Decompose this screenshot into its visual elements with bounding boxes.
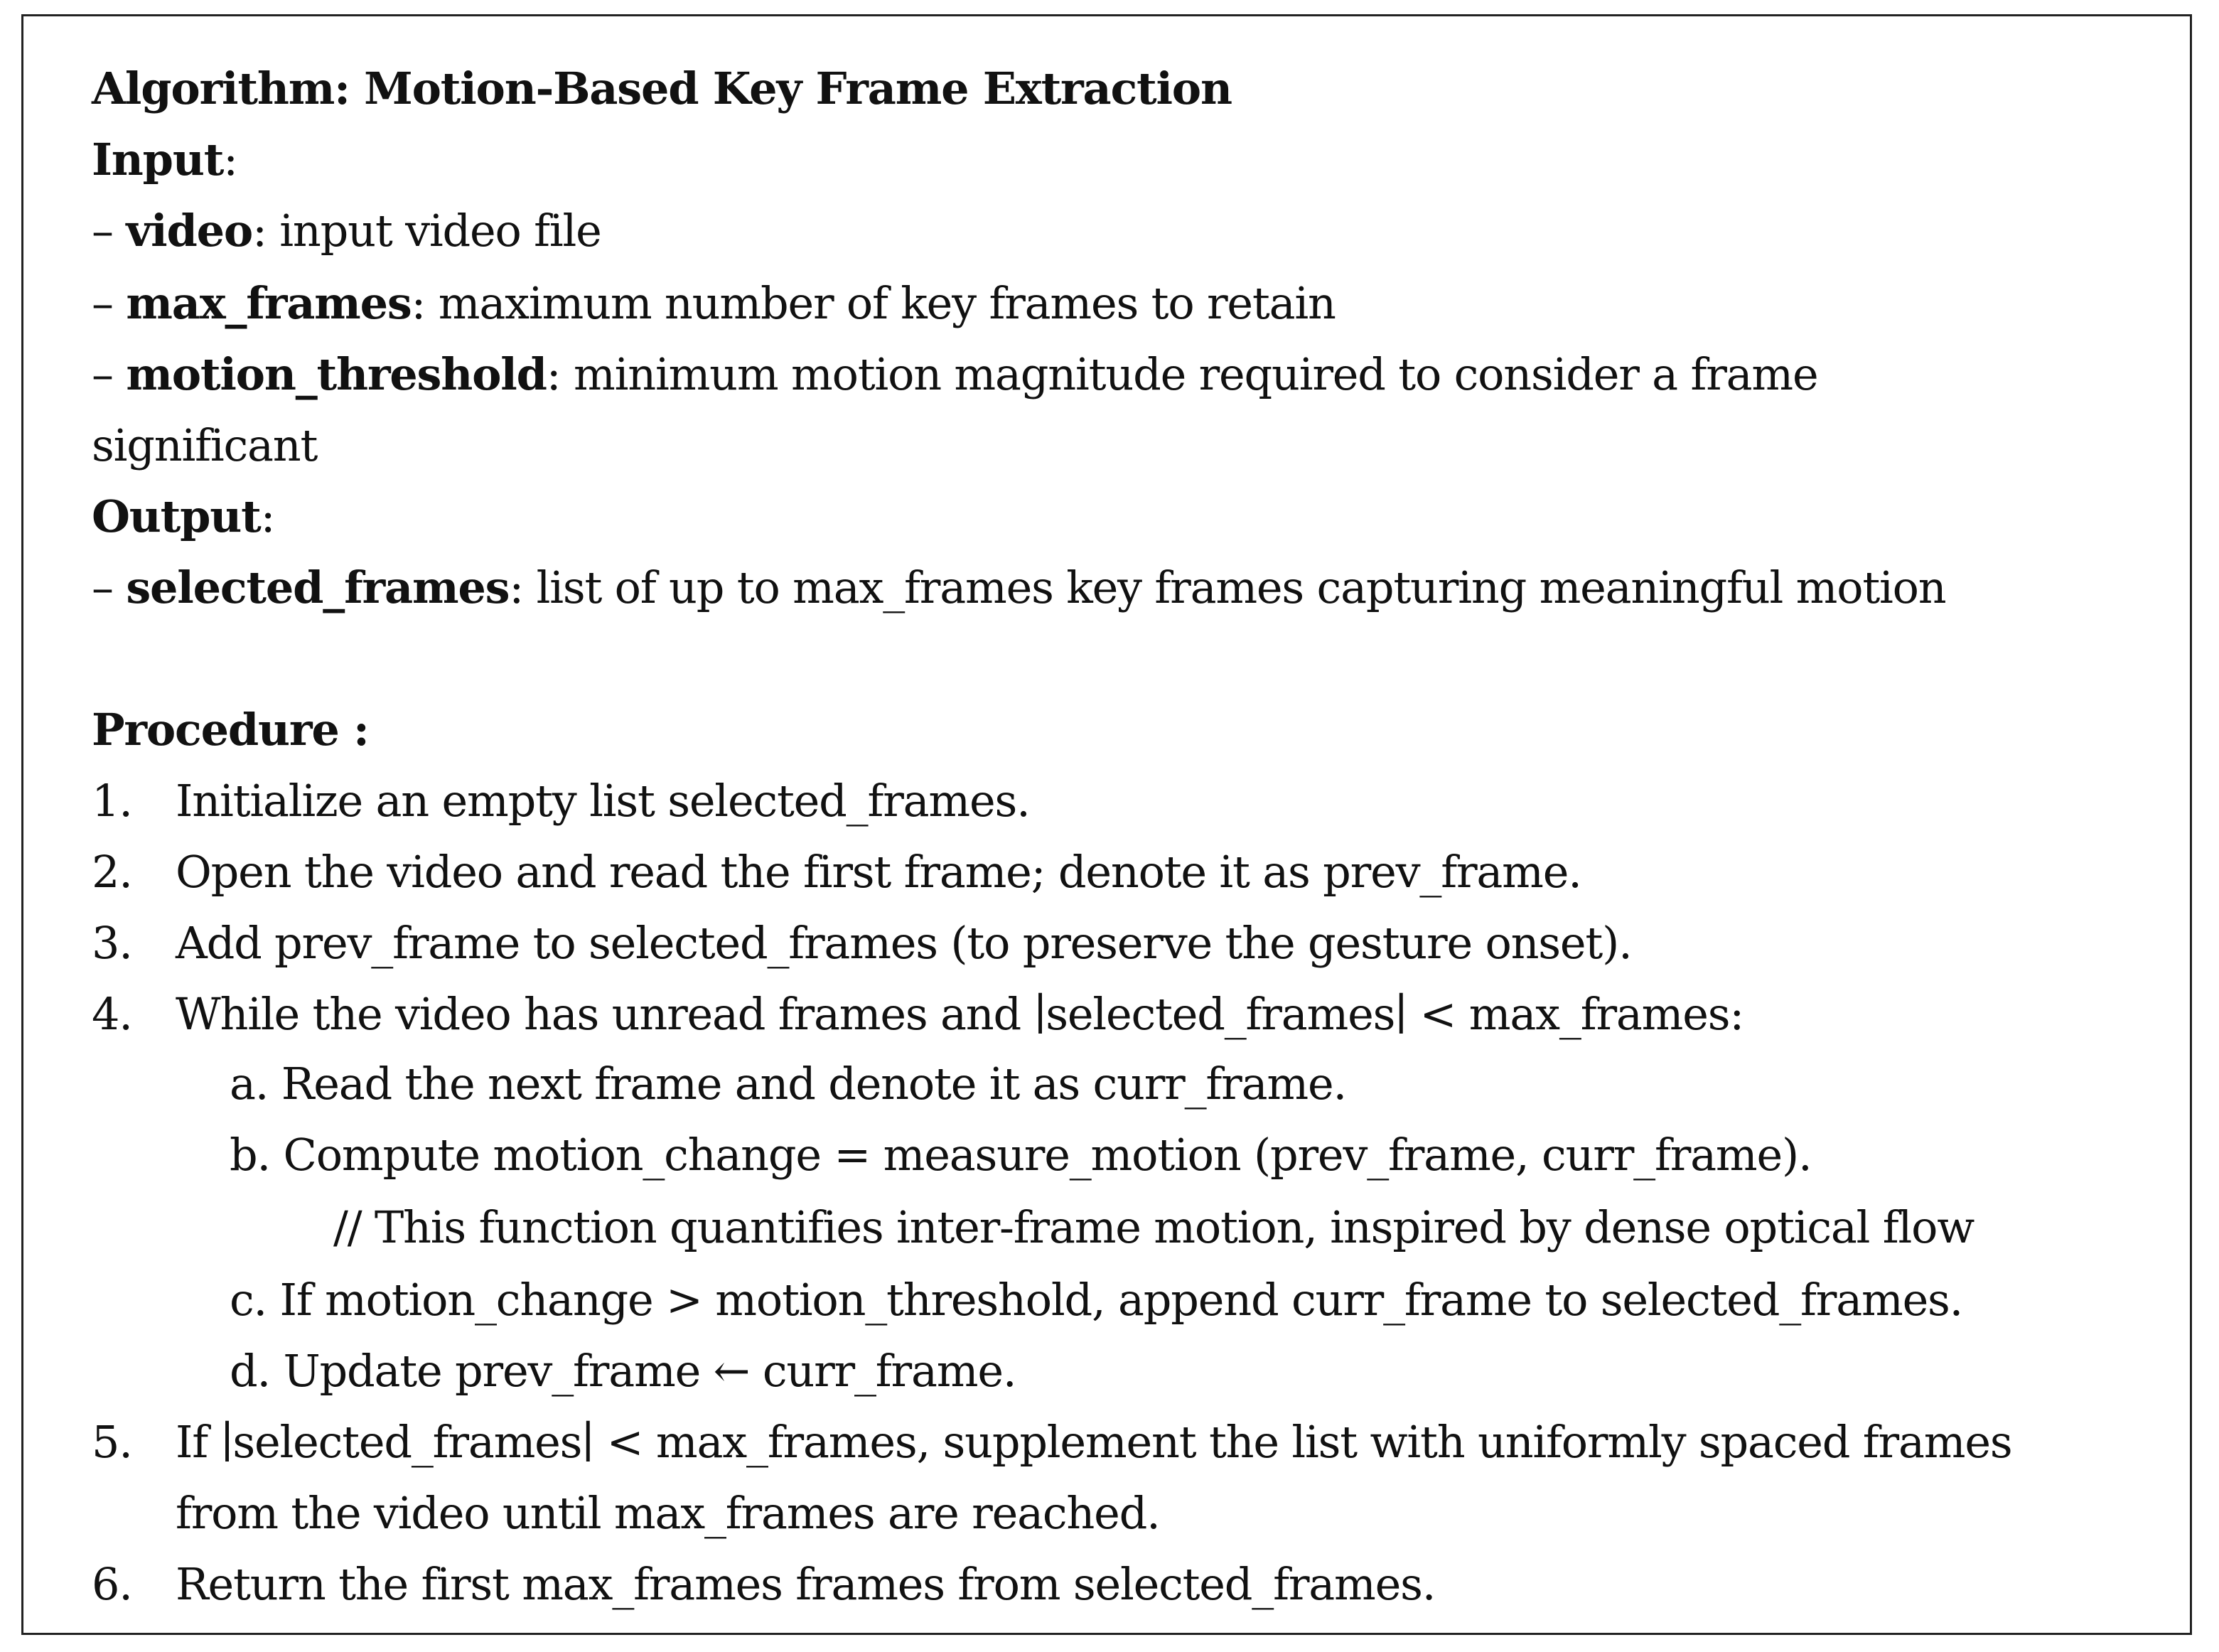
input-param-video: – video: input video file	[92, 205, 601, 257]
algorithm-title: Algorithm: Motion-Based Key Frame Extraction	[92, 63, 1232, 114]
procedure-step: 3. Add prev_frame to selected_frames (to preserve the gesture onset).	[92, 917, 1632, 969]
procedure-substep: d. Update prev_frame ← curr_frame.	[230, 1345, 1016, 1397]
output-param-selected-frames: – selected_frames: list of up to max_frames key frames capturing meaningful motion	[92, 562, 1946, 613]
procedure-step: 2. Open the video and read the first frame; denote it as prev_frame.	[92, 846, 1581, 898]
procedure-substep: a. Read the next frame and denote it as curr_frame.	[230, 1058, 1346, 1110]
procedure-step: 6. Return the first max_frames frames from selected_frames.	[92, 1558, 1436, 1610]
procedure-step: 4. While the video has unread frames and ∣selected_frames∣ < max_frames:	[92, 988, 1744, 1040]
procedure-step-cont: from the video until max_frames are reached.	[176, 1487, 1160, 1539]
algorithm-box	[21, 14, 2192, 1635]
procedure-heading: Procedure :	[92, 704, 369, 756]
procedure-step: 5. If ∣selected_frames∣ < max_frames, supplement the list with uniformly spaced frames	[92, 1416, 2012, 1468]
procedure-substep: c. If motion_change > motion_threshold, append curr_frame to selected_frames.	[230, 1274, 1963, 1326]
input-param-motion-threshold: – motion_threshold: minimum motion magnitude required to consider a frame	[92, 348, 1818, 400]
procedure-step: 1. Initialize an empty list selected_frames.	[92, 775, 1030, 827]
input-param-max-frames: – max_frames: maximum number of key frames to retain	[92, 277, 1336, 329]
output-heading: Output:	[92, 490, 275, 542]
procedure-substep: b. Compute motion_change = measure_motion (prev_frame, curr_frame).	[230, 1129, 1812, 1181]
input-heading: Input:	[92, 134, 237, 186]
input-param-motion-threshold-cont: significant	[92, 419, 318, 471]
procedure-comment: // This function quantifies inter-frame motion, inspired by dense optical flow	[333, 1201, 1974, 1253]
